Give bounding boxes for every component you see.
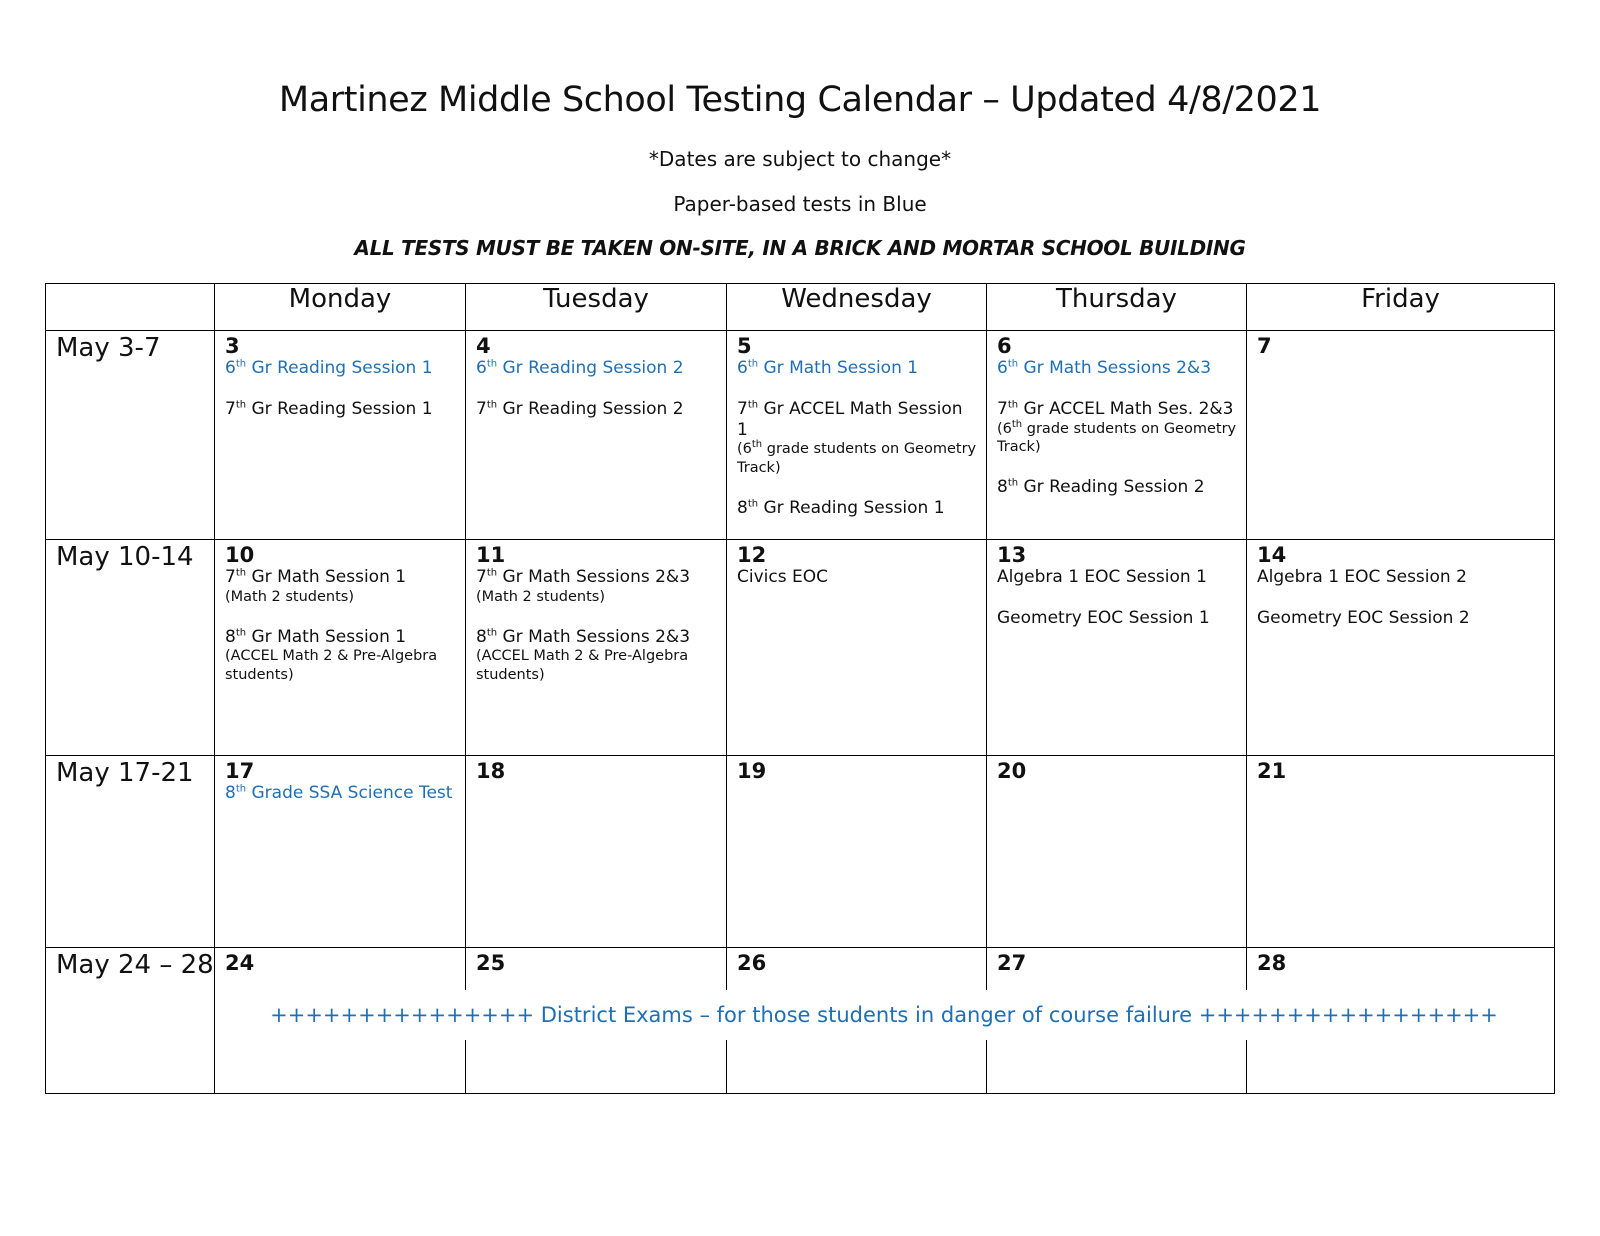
date-number: 7 xyxy=(1257,334,1272,358)
test-entry: Geometry EOC Session 1 xyxy=(997,607,1210,628)
date-number: 26 xyxy=(737,951,767,975)
day-cell xyxy=(215,756,466,948)
test-entry: 7th Gr Math Sessions 2&3 xyxy=(476,567,691,588)
test-entry: 7th Gr Math Session 1 xyxy=(225,567,407,588)
paper-test-entry: 6th Gr Math Session 1 xyxy=(737,358,919,379)
day-header-friday: Friday xyxy=(1247,284,1555,331)
date-number: 27 xyxy=(997,951,1027,975)
test-entry: 8th Gr Reading Session 1 xyxy=(737,497,945,518)
test-note: (ACCEL Math 2 & Pre-Algebra students) xyxy=(225,648,438,684)
test-entry: Civics EOC xyxy=(737,567,828,588)
day-cell xyxy=(987,331,1247,540)
day-cell xyxy=(466,540,727,756)
day-header-monday: Monday xyxy=(215,284,466,331)
date-number: 5 xyxy=(737,334,752,358)
paper-test-entry: 8th Grade SSA Science Test xyxy=(225,783,453,804)
date-number: 17 xyxy=(225,759,255,783)
test-entry: Algebra 1 EOC Session 1 xyxy=(997,567,1207,588)
testing-calendar xyxy=(45,283,1555,1094)
week-label: May 17-21 xyxy=(46,756,215,948)
onsite-notice: ALL TESTS MUST BE TAKEN ON-SITE, IN A BRICK AND MORTAR SCHOOL BUILDING xyxy=(354,236,1246,260)
date-number: 18 xyxy=(476,759,506,783)
week-label: May 24 – 28 xyxy=(46,948,215,1094)
day-cell xyxy=(727,756,987,948)
test-note: (Math 2 students) xyxy=(225,588,355,605)
day-cell xyxy=(1247,756,1555,948)
test-entry: 8th Gr Math Session 1 xyxy=(225,626,407,647)
date-number: 28 xyxy=(1257,951,1287,975)
date-number: 21 xyxy=(1257,759,1287,783)
test-entry: 8th Gr Math Sessions 2&3 xyxy=(476,626,691,647)
day-cell xyxy=(987,540,1247,756)
disclaimer: *Dates are subject to change* xyxy=(648,147,952,171)
day-cell xyxy=(987,756,1247,948)
day-header-tuesday: Tuesday xyxy=(466,284,727,331)
date-number: 3 xyxy=(225,334,240,358)
day-cell xyxy=(215,331,466,540)
date-number: 6 xyxy=(997,334,1012,358)
weekday-header-row xyxy=(46,284,1555,331)
corner-cell xyxy=(46,284,215,331)
date-number: 25 xyxy=(476,951,506,975)
date-number: 4 xyxy=(476,334,491,358)
test-entry: 7th Gr ACCEL Math Session 1 xyxy=(737,398,963,440)
day-cell xyxy=(727,331,987,540)
week-row xyxy=(46,331,1555,540)
test-entry: 7th Gr ACCEL Math Ses. 2&3 xyxy=(997,398,1234,419)
test-entry: Geometry EOC Session 2 xyxy=(1257,607,1470,628)
day-cell xyxy=(1247,540,1555,756)
date-number: 12 xyxy=(737,543,767,567)
test-note: (ACCEL Math 2 & Pre-Algebra students) xyxy=(476,648,689,684)
day-cell xyxy=(215,540,466,756)
page-title: Martinez Middle School Testing Calendar – Updated 4/8/2021 xyxy=(278,80,1322,120)
district-exams-banner: +++++++++++++++ District Exams – for those students in danger of course failure +++++++++++++++++ xyxy=(215,990,1553,1040)
test-entry: Algebra 1 EOC Session 2 xyxy=(1257,567,1467,588)
paper-test-entry: 6th Gr Reading Session 2 xyxy=(476,358,684,379)
date-number: 19 xyxy=(737,759,767,783)
day-header-thursday: Thursday xyxy=(987,284,1247,331)
week-label: May 10-14 xyxy=(46,540,215,756)
date-number: 20 xyxy=(997,759,1027,783)
week-row xyxy=(46,540,1555,756)
date-number: 24 xyxy=(225,951,255,975)
paper-test-entry: 6th Gr Math Sessions 2&3 xyxy=(997,358,1212,379)
day-cell xyxy=(1247,331,1555,540)
day-cell xyxy=(727,540,987,756)
date-number: 11 xyxy=(476,543,506,567)
week-row xyxy=(46,756,1555,948)
date-number: 14 xyxy=(1257,543,1287,567)
test-note: (6th grade students on Geometry Track) xyxy=(997,418,1237,456)
date-number: 10 xyxy=(225,543,255,567)
paper-test-entry: 6th Gr Reading Session 1 xyxy=(225,358,433,379)
color-legend: Paper-based tests in Blue xyxy=(673,192,927,216)
test-entry: 7th Gr Reading Session 1 xyxy=(225,398,433,419)
test-entry: 8th Gr Reading Session 2 xyxy=(997,477,1205,498)
test-note: (Math 2 students) xyxy=(476,588,606,605)
day-header-wednesday: Wednesday xyxy=(727,284,987,331)
test-note: (6th grade students on Geometry Track) xyxy=(737,439,977,477)
day-cell xyxy=(466,331,727,540)
week-label: May 3-7 xyxy=(46,331,215,540)
day-cell xyxy=(466,756,727,948)
test-entry: 7th Gr Reading Session 2 xyxy=(476,398,684,419)
date-number: 13 xyxy=(997,543,1027,567)
